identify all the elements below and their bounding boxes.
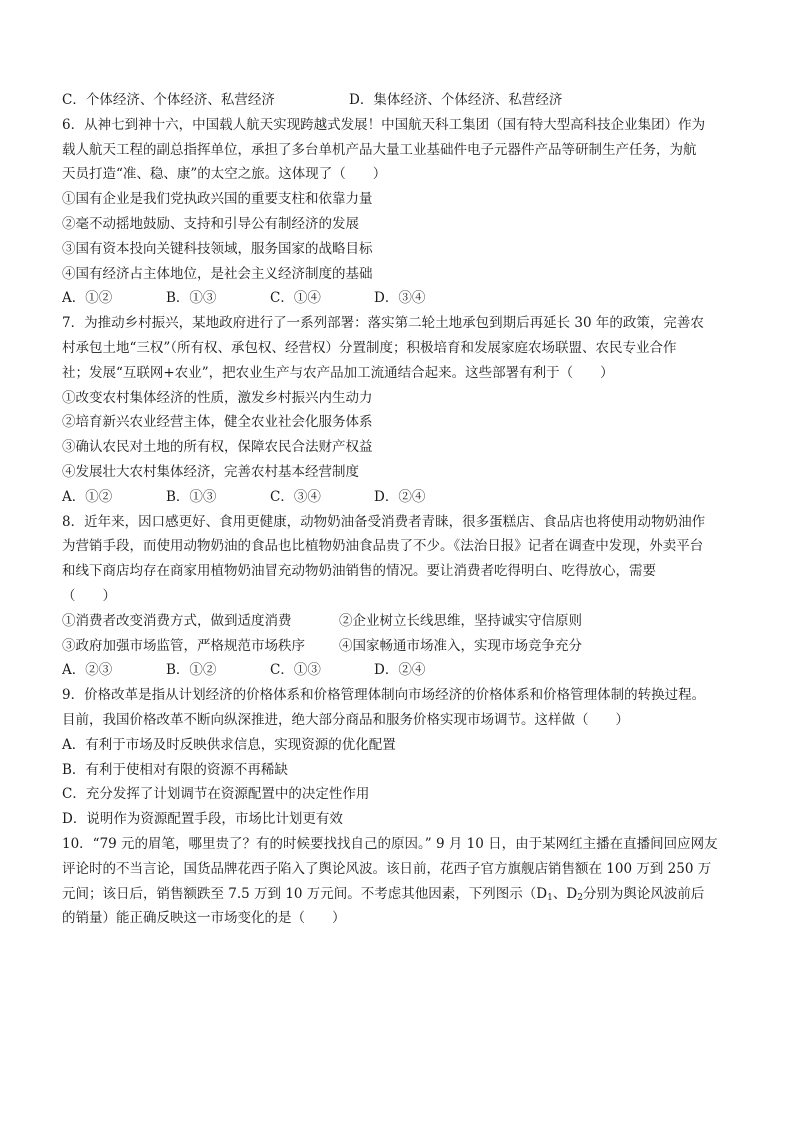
q6-option-a: A．①② [62, 290, 113, 307]
q6-stem-line-2: 载人航天工程的副总指挥单位，承担了多台单机产品大量工业基础件电子元器件产品等研制生产任务，为航 [62, 141, 697, 158]
question-10 [62, 832, 742, 931]
q8-stem-line-2: 为营销手段，而使用动物奶油的食品也比植物奶油食品贵了不少。《法治日报》记者在调查中发现，外卖平台 [62, 538, 704, 555]
q6-options [62, 286, 742, 311]
q8-option-b: B．①② [166, 662, 217, 679]
q10-stem-line-1: 10．“79 元的眉笔，哪里贵了？有的时候要找找自己的原因。” 9 月 10 日，由于某网红主播在直播间回应网友 [62, 835, 718, 852]
q6-option-c: C．①④ [270, 290, 321, 307]
q8-stem-line-4: （ ） [62, 587, 116, 604]
question-6 [62, 113, 742, 311]
q5-option-d: D．集体经济、个体经济、私营经济 [349, 92, 563, 108]
q8-statement-1: ①消费者改变消费方式，做到适度消费 [62, 612, 292, 629]
q9-stem-line-2: 目前，我国价格改革不断向纵深推进，绝大部分商品和服务价格实现市场调节。这样做（ ） [62, 711, 629, 728]
q10-stem-line-3-text: 元间；该日后，销售额跌至 7.5 万到 10 万元间。不考虑其他因素，下列图示（D [62, 885, 548, 902]
q8-stem-line-1: 8．近年来，因口感更好、食用更健康，动物奶油备受消费者青睐，很多蛋糕店、食品店也将使用动物奶油作 [62, 513, 706, 530]
q8-statements-row-1 [62, 609, 742, 634]
q10-d1-subscript: 1 [547, 892, 553, 903]
q6-statement-2: ②毫不动摇地鼓励、支持和引导公有制经济的发展 [62, 215, 359, 232]
q7-stem-line-1: 7．为推动乡村振兴，某地政府进行了一系列部署：落实第二轮土地承包到期后再延长 30 年的政策，完善农 [62, 315, 704, 332]
q8-option-a: A．②③ [62, 662, 113, 679]
q7-statement-4: ④发展壮大农村集体经济，完善农村基本经营制度 [62, 463, 359, 480]
q9-option-a: A．有利于市场及时反映供求信息，实现资源的优化配置 [62, 736, 396, 753]
q10-d2-symbol: 、D [552, 885, 578, 902]
q7-options [62, 485, 742, 510]
q6-statement-1: ①国有企业是我们党执政兴国的重要支柱和依靠力量 [62, 191, 373, 208]
q10-d2-subscript: 2 [577, 892, 583, 903]
q7-statement-3: ③确认农民对土地的所有权，保障农民合法财产权益 [62, 439, 373, 456]
q6-option-b: B．①③ [166, 290, 217, 307]
q9-option-c: C．充分发挥了计划调节在资源配置中的决定性作用 [62, 786, 370, 803]
question-9 [62, 683, 742, 832]
q6-option-d: D．③④ [374, 290, 426, 307]
question-7 [62, 311, 742, 509]
q7-statement-2: ②培育新兴农业经营主体，健全农业社会化服务体系 [62, 414, 373, 431]
q7-option-c: C．③④ [270, 488, 321, 505]
q8-statements-row-2 [62, 634, 742, 659]
q7-stem-line-3: 社；发展“互联网+农业”，把农业生产与农产品加工流通结合起来。这些部署有利于（ ） [62, 364, 614, 381]
q8-option-d: D．②④ [374, 662, 426, 679]
q10-stem-line-4: 的销量）能正确反映这一市场变化的是（ ） [62, 910, 346, 927]
q9-option-b: B．有利于使相对有限的资源不再稀缺 [62, 761, 288, 778]
q9-option-d: D．说明作为资源配置手段，市场比计划更有效 [62, 811, 343, 828]
exam-page [62, 88, 742, 931]
question-8 [62, 510, 742, 684]
q6-statement-3: ③国有资本投向关键科技领域，服务国家的战略目标 [62, 240, 373, 257]
q10-stem-line-3 [62, 882, 742, 907]
q7-stem-line-2: 村承包土地“三权”（所有权、承包权、经营权）分置制度；积极培育和发展家庭农场联盟、农民专业合作 [62, 339, 677, 356]
q6-stem-line-1: 6．从神七到神十六，中国载人航天实现跨越式发展！中国航天科工集团（国有特大型高科技企业集团）作为 [62, 116, 706, 133]
q8-stem-line-3: 和线下商店均存在商家用植物奶油冒充动物奶油销售的情况。要让消费者吃得明白、吃得放心，需要 [62, 563, 656, 580]
q8-statement-3: ③政府加强市场监管，严格规范市场秩序 [62, 637, 305, 654]
q7-option-a: A．①② [62, 488, 113, 505]
q10-stem-line-2: 评论时的不当言论，国货品牌花西子陷入了舆论风波。该日前，花西子官方旗舰店销售额在 100 万到 250 万 [62, 860, 712, 877]
q7-option-d: D．②④ [374, 488, 426, 505]
q7-option-b: B．①③ [166, 488, 217, 505]
q8-option-c: C．①③ [270, 662, 321, 679]
q6-stem-line-3: 天员打造“准、稳、康”的太空之旅。这体现了（ ） [62, 166, 387, 183]
q7-statement-1: ①改变农村集体经济的性质，激发乡村振兴内生动力 [62, 389, 373, 406]
q5-option-c: C．个体经济、个体经济、私营经济 [62, 92, 275, 108]
q8-statement-4: ④国家畅通市场准入，实现市场竞争充分 [339, 637, 582, 654]
q8-options [62, 658, 742, 683]
q8-statement-2: ②企业树立长线思维，坚持诚实守信原则 [339, 612, 582, 629]
q9-stem-line-1: 9．价格改革是指从计划经济的价格体系和价格管理体制向市场经济的价格体系和价格管理体制的转换过程。 [62, 687, 706, 704]
q10-stem-line-3-tail: 分别为舆论风波前后 [582, 885, 705, 902]
q6-statement-4: ④国有经济占主体地位，是社会主义经济制度的基础 [62, 265, 373, 282]
q5-options [62, 88, 742, 113]
